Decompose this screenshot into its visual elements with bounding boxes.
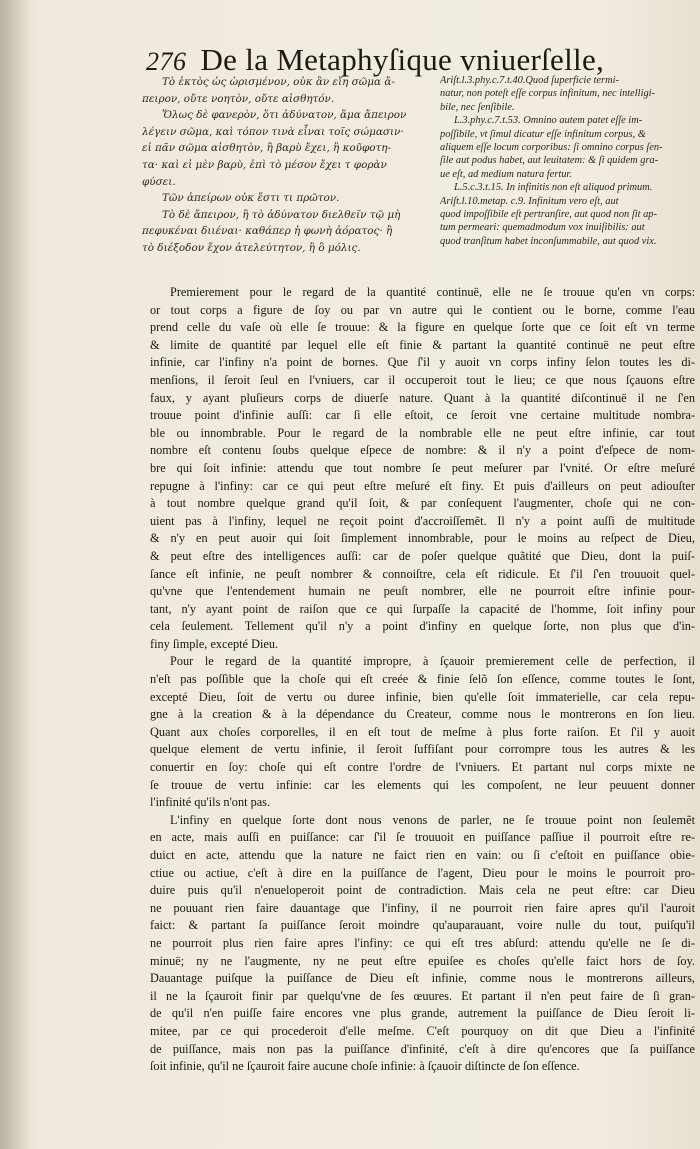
body-text-line: gne à la creation & à la dépendance du Createur, comme nous le montrerons en ſon lieu. [150, 707, 695, 722]
body-text-line: bre qui ſoit infinie: attendu que tout nombre ſe peut meſurer par l'vnité. Or eſtre meſuré [150, 460, 695, 475]
note-text-line: L.3.phy.c.7.t.53. Omnino autem patet eſſe im- [454, 115, 643, 127]
body-text-line: ctiue ou actiue, c'eſt à dire en la puiſſance de l'agent, Dieu pour le moins le pourroit pro- [150, 865, 695, 880]
note-text-line: aliquem eſſe locum corporibus: ſi omnino corpus ſen- [440, 142, 663, 154]
greek-text-line: λέγειν σῶμα, καὶ τόπον τινὰ εἶναι τοῖς σώμασιν· [142, 125, 404, 138]
note-text-line: bile, nec ſenſibile. [440, 101, 515, 113]
body-text-line: ne pourroit plus rien faire apres l'infiny: ce qui eſt tres abſurd: attendu qu'elle ne ſe di- [150, 935, 695, 950]
body-text-line: Quant aux choſes corporelles, il en eſt tout de meſme à plus forte raiſon. Et ſ'il y auoit [150, 724, 695, 739]
greek-text-line: Τὸ δὲ ἄπειρον, ἢ τὸ ἀδύνατον διελθεῖν τῷ μὴ [162, 208, 401, 221]
note-text-line: ſile aut podus habet, aut leuitatem: & ſi quidem gra- [440, 155, 659, 167]
body-text-line: repugne à l'infiny: car ce qui peut eſtre meſuré eſt finy. Et puis d'ailleurs on peut adiouſter [150, 478, 695, 493]
body-text-line: prend celle du vaſe où elle ſe trouue: & la figure en quelque ſorte que ce ſoit eſt vn terme [150, 320, 695, 335]
page-number: 276 [146, 47, 187, 76]
body-text-line: excepté Dieu, ſoit de vertu ou duree infinie, bien qu'elle ſoit immaterielle, car cela repu- [150, 689, 695, 704]
greek-text-line: τὸ διέξοδον ἔχον ἀτελεύτητον, ἢ ὃ μόλις. [142, 241, 361, 254]
note-text-line: poſſibile, vt ſimul dicatur eſſe infinitum corpus, & [440, 128, 646, 140]
greek-text-line: Τὸ ἐκτὸς ὡς ὡρισμένον, οὐκ ἂν εἴη σῶμα ἄ- [162, 76, 395, 88]
greek-text-line: Ὅλως δὲ φανερὸν, ὅτι ἀδύνατον, ἅμα ἄπειρον [162, 109, 407, 122]
body-text-line: l'infinité qu'ils n'ont pas. [150, 795, 271, 810]
body-text-line: duict en acte, attendu que la nature ne faict rien en vain: ou ſi c'eſtoit en puiſſance obie- [150, 848, 695, 862]
body-text-line: L'infiny en quelque ſorte dont nous venons de parler, ne ſe trouue point non ſeulemẽt [170, 812, 695, 827]
greek-text-line: πεφυκέναι διιέναι· καθάπερ ἡ φωνὴ ἀόρατος· ἢ [142, 225, 393, 238]
running-title: De la Metaphyſique vniuerſelle, [200, 42, 605, 77]
body-text-line: & n'y en peut auoir qui ſoit ſimplement innombrable, pour le moins au reſpect de Dieu, [150, 531, 695, 546]
note-text-line: L.5.c.3.t.15. In infinitis non eſt aliquod primum. [454, 182, 653, 194]
body-text-line: de puiſſance, mais non pas la puiſſance d'infinité, c'eſt à dire qu'encores que ſa puiſſance [150, 1041, 695, 1056]
page-gutter-shadow [0, 0, 30, 1149]
body-text-line: menſions, il ſeroit ſeul en l'vniuers, car il occuperoit tout le lieu; ce que nous ſçauons eſtre [150, 372, 695, 387]
body-text-line: ſance eſt infinie, ne peuſt nombrer & connoiſtre, cela eſt ridicule. Et ſ'il ſ'en trouuoit quel- [150, 566, 695, 581]
body-text-line: quelque element de vertu infinie, il ſeroit ſuffiſant pour corrompre tous les autres & les [150, 742, 695, 757]
body-text-line: à tout nombre quelque grand qu'il ſoit, & par conſequent l'augmenter, choſe qui ne con- [150, 496, 695, 511]
note-text-line: tum permeari: quemadmodum vox inuiſibilis: aut [440, 222, 645, 234]
body-text-line: minuë; ny ne l'augmente, ny ne peut eſtre epuiſee es choſes qu'elle faict hors de ſoy. [150, 953, 695, 968]
body-text-line: ſoit infinie, qu'il ne ſçauroit faire aucune choſe infinie: à ſçauoir diſtincte de ſon eſſence. [150, 1059, 580, 1074]
note-text-line: quod tranſitum habet inconſummabile, aut quod vix. [440, 235, 657, 247]
greek-text-line: τα· καὶ εἰ μὲν βαρὺ, ἐπὶ τὸ μέσον ἔχει τ φορὰν [142, 158, 387, 171]
body-text-line: & limite de quantité par lequel elle eſt finie & partant la quantité continuë ne peut eſtre [150, 337, 695, 352]
body-text-line: Dauantage puiſque la puiſſance de Dieu eſt infinie, comme nous le montrerons ailleurs, [150, 971, 695, 986]
body-text-line: faux, y ayant pluſieurs corps de diuerſe nature. Quant à la quantité diſcontinuë il ne ſ'en [150, 390, 695, 405]
body-text-line: duire puis qu'il n'enueloperoit point de contradiction. Mais cela ne peut eſtre: car Dieu [150, 883, 695, 898]
body-text-line: cela ſeulement. Tellement qu'il n'y a point d'infiny en quelque ſorte, non plus que d'in- [150, 619, 695, 634]
note-text-line: quod impoſſibile eſt pertranſire, aut quod non ſit ap- [440, 209, 657, 221]
body-text-line: Pour le regard de la quantité impropre, à ſçauoir premierement celle de perfection, il [170, 654, 695, 669]
body-text-line: ne pouuant rien faire dauantage que l'infiny, il ne pourroit rien faire apres qu'il l'auroit [150, 900, 695, 915]
body-text-line: infinie, car l'infiny n'a point de bornes. Que ſ'il y auoit vn corps infiny ſelon toutes les di- [150, 355, 695, 370]
body-text-line: conuertir en ſoy: choſe qui eſt contre l'ordre de l'vniuers. Et partant nul corps mixte ne [150, 760, 695, 775]
body-text-line: ſe trouue de vertu infinie: car les elements qui les compoſent, ne leur peuuent donner [150, 777, 695, 792]
greek-quotation-column [142, 74, 425, 257]
body-text-line: en acte, mais auſſi en puiſſance: car ſ'il ſe trouuoit en puiſſance paſſiue il pourroit eſtre re- [150, 830, 695, 845]
body-text-line: mitee, par ce qui procederoit d'elle meſme. C'eſt pourquoy on dit que Dieu a l'infinité [150, 1023, 695, 1038]
body-text-line: or tout corps a figure de ſoy ou par vn autre qui le contient ou le borne, comme l'eau [150, 302, 695, 317]
body-text-line: trouue point d'infinie auſſi: car ſi elle eſtoit, ce ſeroit vne certaine multitude nombra- [150, 408, 695, 423]
body-text-line: Premierement pour le regard de la quantité continuë, elle ne ſe trouue qu'en vn corps: [170, 285, 695, 299]
body-text-line: tant, n'y ayant point de raiſon que ce qui ſurpaſſe la capacité de l'homme, ſoit infiny pour [150, 601, 695, 616]
note-text-line: ue eſt, ad medium natura fertur. [440, 168, 572, 180]
body-text-line: faict: & partant ſa puiſſance ſeroit moindre qu'auparauant, voire nulle du tout, puiſqu'il [150, 918, 695, 933]
note-text-line: natur, non poteſt eſſe corpus infinitum, nec intelligi- [440, 88, 656, 100]
body-text-line: de qu'il n'en puiſſe faire encores vne plus grande, autrement la puiſſance de Dieu ſeroit li- [150, 1006, 695, 1021]
main-body-text [150, 284, 695, 1076]
greek-text-line: φύσει. [142, 175, 176, 188]
greek-text-line: Τῶν ἀπείρων οὐκ ἔστι τι πρῶτον. [162, 192, 340, 205]
body-text-line: n'eſt pas poſſible que la choſe qui eſt creée & finie ſelõ ſon eſſence, comme toutes le ſont, [150, 672, 695, 687]
body-text-line: ble ou innombrable. Pour le regard de la nombrable elle ne peut eſtre infinie, car tout [150, 425, 695, 440]
body-text-line: nombre eſt contenu ſoubs quelque eſpece de nombre: & il n'y a point d'eſpece de nom- [150, 443, 695, 458]
body-text-line: finy ſimple, excepté Dieu. [150, 636, 279, 651]
note-text-line: Ariſt.l.10.metap. c.9. Infinitum vero eſt, aut [440, 195, 619, 207]
body-text-line: uient pas à l'infiny, lequel ne reçoit point d'accroiſſemẽt. Il n'y a point auſſi de multitude [150, 513, 695, 528]
latin-marginal-notes [440, 74, 695, 248]
body-text-line: il ne la ſçauroit finir par quelqu'vne de ſes œuures. Et partant il n'en peut faire de ſi gran- [150, 988, 695, 1003]
note-text-line: Ariſt.l.3.phy.c.7.t.40.Quod ſuperficie termi- [440, 75, 619, 86]
body-text-line: & peut eſtre des intelligences auſſi: car de poſer quelque quãtité que Dieu, dont la puiſ- [150, 548, 695, 563]
greek-text-line: πειρον, οὔτε νοητὸν, οὔτε αἰσθητόν. [142, 92, 335, 105]
greek-text-line: εἰ πᾶν σῶμα αἰσθητὸν, ἢ βαρὺ ἔχει, ἢ κοῦφοτη- [142, 142, 391, 155]
body-text-line: qu'vne que l'entendement humain ne peuſt nombrer, elle ne pourroit eſtre infinie pour- [150, 584, 695, 599]
